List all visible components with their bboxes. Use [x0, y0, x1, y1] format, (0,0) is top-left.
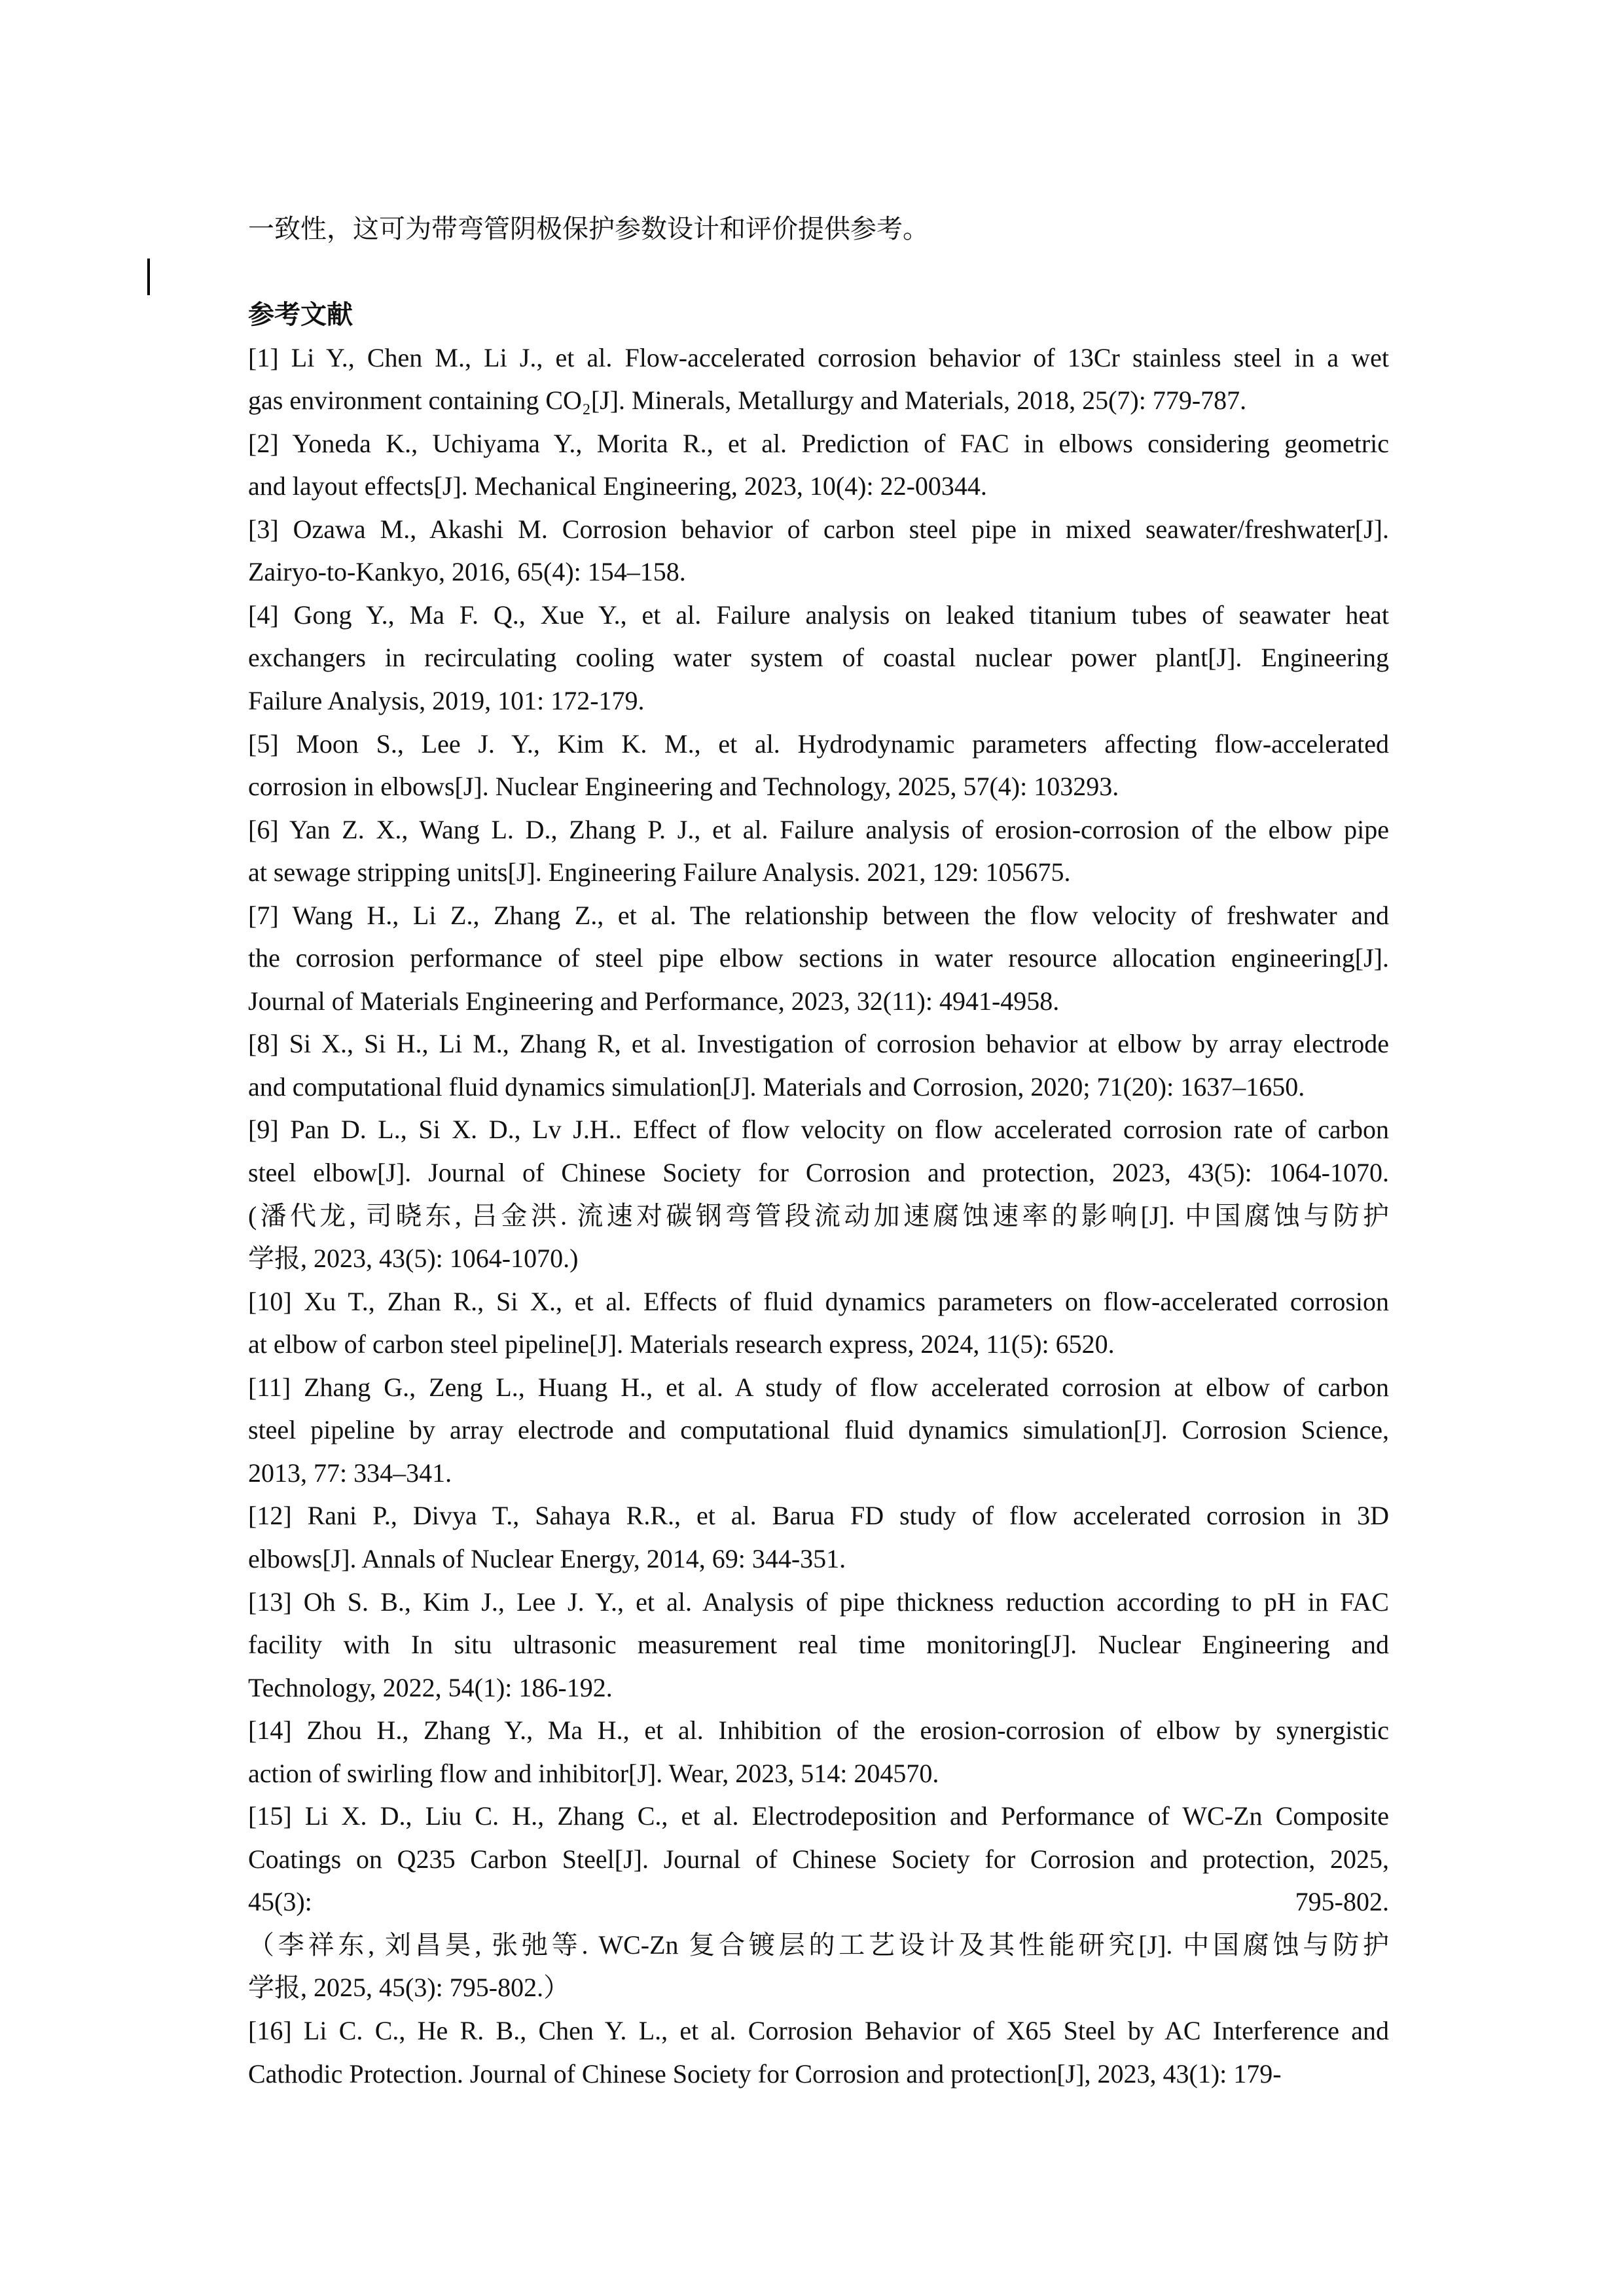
- text-cursor: [147, 259, 150, 295]
- document-body: [248, 207, 1389, 2095]
- reference-line: facility with In situ ultrasonic measurement real time monitoring[J]. Nuclear Engineering and: [248, 1630, 1389, 1660]
- reference-item: [248, 1108, 1389, 1280]
- reference-line: [11] Zhang G., Zeng L., Huang H., et al. A study of flow accelerated corrosion at elbow of carbon: [248, 1372, 1389, 1402]
- reference-line: 45(3): 795-802.: [248, 1887, 1389, 1917]
- reference-item: [248, 422, 1389, 508]
- reference-line: and computational fluid dynamics simulation[J]. Materials and Corrosion, 2020; 71(20): 1637–1650.: [248, 1071, 1305, 1102]
- reference-line: steel pipeline by array electrode and computational fluid dynamics simulation[J]. Corrosion Science,: [248, 1415, 1389, 1445]
- references-heading: 参考文献: [248, 300, 353, 330]
- reference-line: [7] Wang H., Li Z., Zhang Z., et al. The relationship between the flow velocity of freshwater and: [248, 900, 1389, 930]
- reference-line: [3] Ozawa M., Akashi M. Corrosion behavior of carbon steel pipe in mixed seawater/freshwater[J].: [248, 514, 1389, 544]
- reference-line: Coatings on Q235 Carbon Steel[J]. Journal of Chinese Society for Corrosion and protection, 2025,: [248, 1844, 1389, 1874]
- reference-line: [1] Li Y., Chen M., Li J., et al. Flow-accelerated corrosion behavior of 13Cr stainless steel in a wet: [248, 342, 1389, 372]
- reference-line: Technology, 2022, 54(1): 186-192.: [248, 1672, 613, 1702]
- blank-line: [248, 251, 1389, 294]
- reference-line: 学报, 2023, 43(5): 1064-1070.): [248, 1244, 579, 1274]
- reference-line: and layout effects[J]. Mechanical Engineering, 2023, 10(4): 22-00344.: [248, 471, 987, 501]
- reference-item: [248, 1366, 1389, 1495]
- reference-line: （李祥东, 刘昌昊, 张弛等. WC-Zn 复合镀层的工艺设计及其性能研究[J]. 中国腐蚀与防护: [248, 1929, 1389, 1960]
- reference-line: [10] Xu T., Zhan R., Si X., et al. Effects of fluid dynamics parameters on flow-accelerated corrosion: [248, 1286, 1389, 1316]
- reference-line: 学报, 2025, 45(3): 795-802.）: [248, 1973, 570, 2003]
- reference-item: [248, 1022, 1389, 1108]
- reference-line: [15] Li X. D., Liu C. H., Zhang C., et al. Electrodeposition and Performance of WC-Zn Composite: [248, 1801, 1389, 1831]
- reference-line: corrosion in elbows[J]. Nuclear Engineering and Technology, 2025, 57(4): 103293.: [248, 772, 1119, 802]
- reference-item: [248, 1494, 1389, 1580]
- reference-item: [248, 808, 1389, 894]
- reference-line: exchangers in recirculating cooling water system of coastal nuclear power plant[J]. Engineering: [248, 643, 1389, 673]
- reference-line: at elbow of carbon steel pipeline[J]. Materials research express, 2024, 11(5): 6520.: [248, 1329, 1115, 1359]
- reference-line: Journal of Materials Engineering and Performance, 2023, 32(11): 4941-4958.: [248, 986, 1060, 1016]
- reference-item: [248, 1709, 1389, 1795]
- reference-line: (潘代龙, 司晓东, 吕金洪. 流速对碳钢弯管段流动加速腐蚀速率的影响[J]. 中国腐蚀与防护: [248, 1200, 1389, 1230]
- reference-line: [12] Rani P., Divya T., Sahaya R.R., et al. Barua FD study of flow accelerated corrosion in 3D: [248, 1501, 1389, 1531]
- reference-line: [9] Pan D. L., Si X. D., Lv J.H.. Effect of flow velocity on flow accelerated corrosion rate of carbon: [248, 1115, 1389, 1145]
- reference-item: [248, 2009, 1389, 2095]
- reference-item: [248, 336, 1389, 422]
- reference-item: [248, 508, 1389, 594]
- reference-item: [248, 594, 1389, 723]
- reference-line: steel elbow[J]. Journal of Chinese Society for Corrosion and protection, 2023, 43(5): 1064-1070.: [248, 1158, 1389, 1188]
- reference-item: [248, 723, 1389, 808]
- reference-line: Failure Analysis, 2019, 101: 172-179.: [248, 686, 645, 716]
- reference-line: 2013, 77: 334–341.: [248, 1458, 452, 1488]
- intro-line: 一致性，这可为带弯管阴极保护参数设计和评价提供参考。: [248, 214, 929, 243]
- reference-line: Zairyo-to-Kankyo, 2016, 65(4): 154–158.: [248, 557, 686, 587]
- reference-item: [248, 1280, 1389, 1366]
- reference-list: [248, 336, 1389, 2095]
- reference-line: at sewage stripping units[J]. Engineering Failure Analysis. 2021, 129: 105675.: [248, 857, 1071, 888]
- reference-line: action of swirling flow and inhibitor[J]. Wear, 2023, 514: 204570.: [248, 1758, 939, 1788]
- reference-line: [6] Yan Z. X., Wang L. D., Zhang P. J., et al. Failure analysis of erosion-corrosion of the elbow pipe: [248, 814, 1389, 844]
- reference-item: [248, 1795, 1389, 2009]
- reference-line: Cathodic Protection. Journal of Chinese Society for Corrosion and protection[J], 2023, 43(1): 179-: [248, 2058, 1282, 2089]
- reference-line: the corrosion performance of steel pipe elbow sections in water resource allocation engineering[J].: [248, 943, 1389, 973]
- reference-line: [4] Gong Y., Ma F. Q., Xue Y., et al. Failure analysis on leaked titanium tubes of seawater heat: [248, 600, 1389, 630]
- reference-item: [248, 1581, 1389, 1710]
- reference-line: gas environment containing CO₂[J]. Minerals, Metallurgy and Materials, 2018, 25(7): 779-787.: [248, 386, 1247, 416]
- reference-item: [248, 894, 1389, 1023]
- reference-line: [8] Si X., Si H., Li M., Zhang R, et al. Investigation of corrosion behavior at elbow by array electrode: [248, 1029, 1389, 1059]
- reference-line: [2] Yoneda K., Uchiyama Y., Morita R., et al. Prediction of FAC in elbows considering geometric: [248, 428, 1389, 458]
- reference-line: [13] Oh S. B., Kim J., Lee J. Y., et al. Analysis of pipe thickness reduction according to pH in FAC: [248, 1587, 1389, 1617]
- reference-line: [5] Moon S., Lee J. Y., Kim K. M., et al. Hydrodynamic parameters affecting flow-accelerated: [248, 728, 1389, 759]
- reference-line: [16] Li C. C., He R. B., Chen Y. L., et al. Corrosion Behavior of X65 Steel by AC Interference and: [248, 2015, 1389, 2045]
- reference-line: [14] Zhou H., Zhang Y., Ma H., et al. Inhibition of the erosion-corrosion of elbow by synergistic: [248, 1715, 1389, 1746]
- reference-line: elbows[J]. Annals of Nuclear Energy, 2014, 69: 344-351.: [248, 1543, 846, 1573]
